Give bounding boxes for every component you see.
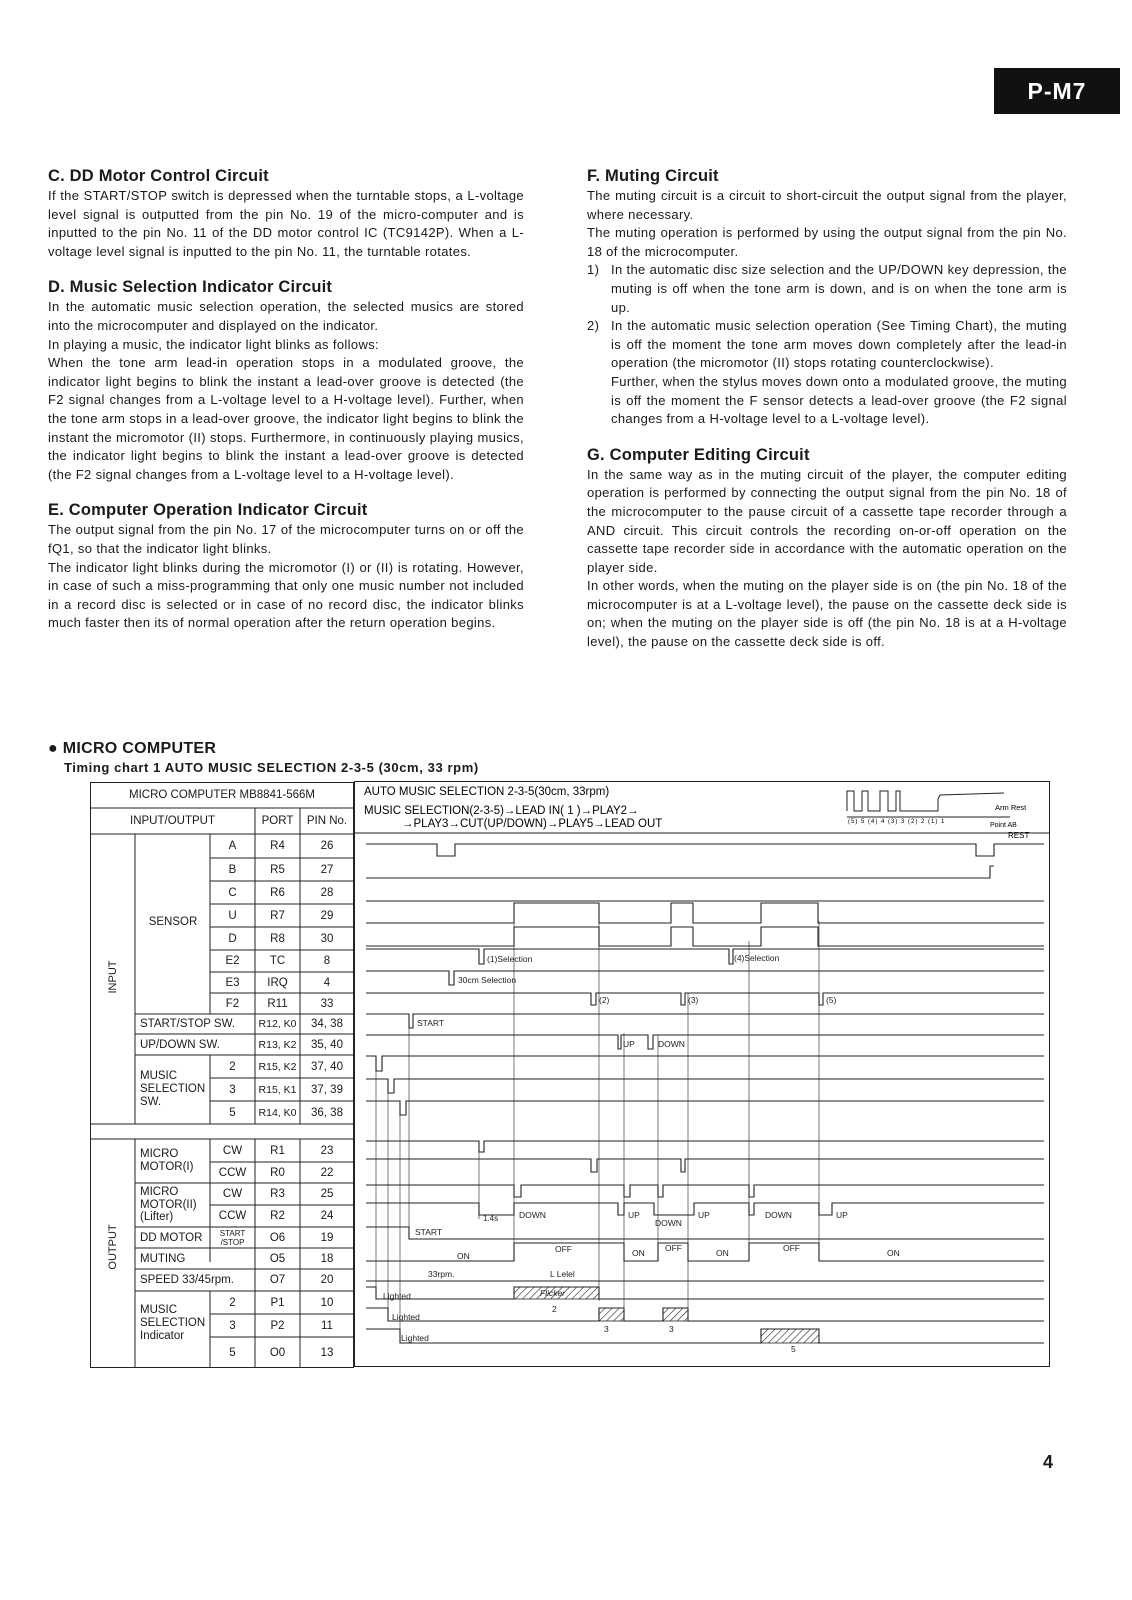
label-up-sw: UP (623, 1039, 635, 1049)
updown-port: R13, K2 (258, 1038, 297, 1051)
wave-mm1-cw (366, 1141, 1044, 1152)
muting-pin: 18 (320, 1252, 334, 1265)
label-lighted-2: Lighted (392, 1312, 420, 1322)
mm1_rows-pin: 22 (320, 1166, 334, 1179)
label-off-1: OFF (555, 1244, 572, 1254)
musicsel_rows-port: R15, K2 (258, 1060, 297, 1073)
sensor_rows-name: D (228, 932, 237, 945)
label-on-2: ON (632, 1248, 645, 1258)
wave-startstop (366, 1014, 1044, 1028)
arm-rest-label: Arm Rest (995, 803, 1027, 812)
muting-name: MUTING (140, 1252, 186, 1265)
sensor_rows-pin: 8 (323, 955, 331, 967)
section-f-item-2 (587, 317, 1067, 373)
mm2-label: MICRO MOTOR(II) (Lifter) (140, 1186, 197, 1224)
chart-border (355, 782, 1050, 1367)
mm2_rows-name: CCW (218, 1210, 247, 1222)
sensor_rows-name: C (228, 886, 237, 899)
sensor_rows-name: B (228, 863, 237, 876)
section-f-title: F. Muting Circuit (587, 167, 719, 185)
chart-header-1: AUTO MUSIC SELECTION 2-3-5(30cm, 33rpm) (364, 786, 610, 798)
section-g-title: G. Computer Editing Circuit (587, 445, 810, 464)
musicsel_rows-name: 5 (229, 1106, 236, 1119)
label-lighted-3: Lighted (401, 1333, 429, 1343)
timing-chart-subtitle: Timing chart 1 AUTO MUSIC SELECTION 2-3-5 (30cm, 33 rpm) (64, 760, 479, 775)
musicsel-label: MUSIC SELECTION SW. (140, 1069, 206, 1108)
section-d-title: D. Music Selection Indicator Circuit (48, 278, 333, 297)
sensor_rows-port: R4 (270, 840, 285, 852)
section-e (48, 500, 524, 633)
label-f2-5: (5) (826, 995, 837, 1005)
section-f-item-2-cont: Further, when the stylus moves down onto a modulated groove, the muting is off the moment the F sensor detects a lead-over groove (the F2 signal changes from a H-voltage level to a L-voltage level). (611, 373, 1067, 427)
pin-table (90, 782, 354, 1368)
wave-msel-3 (366, 1079, 1044, 1093)
item-number: 2) (587, 318, 600, 334)
sensor_rows-port: R11 (267, 997, 288, 1010)
header-port: PORT (261, 815, 294, 827)
label-down-sw: DOWN (658, 1039, 685, 1049)
mm2_rows-name: CW (222, 1188, 243, 1200)
label-down-1: DOWN (519, 1210, 546, 1220)
section-g-body-2: In other words, when the muting on the player side is on (the pin No. 18 of the microcomputer is at a L-voltage level), the pause on the cassette deck side is on; when the muting on the player side is off (the pin No. 18 is at a H-voltage level), the pause on the cassette deck side is off. (587, 578, 1067, 650)
sensor_rows-port: R6 (270, 886, 285, 899)
musicsel_rows-pin: 36, 38 (311, 1106, 343, 1119)
section-f-item-1 (587, 261, 1067, 317)
speed-name: SPEED 33/45rpm. (140, 1274, 234, 1286)
muting-port: O5 (269, 1252, 286, 1265)
wave-mm1-ccw (366, 1159, 1044, 1172)
label-flicker: Flicker (540, 1288, 566, 1298)
header-io: INPUT/OUTPUT (130, 815, 215, 827)
label-down-3: DOWN (765, 1210, 792, 1220)
wave-sensor-e2 (366, 949, 1044, 964)
section-f (587, 166, 1067, 429)
chart-header-3: →PLAY3→CUT(UP/DOWN)→PLAY5→LEAD OUT (402, 818, 663, 830)
ddmotor-name: DD MOTOR (140, 1231, 203, 1244)
section-d-body-1: In the automatic music selection operation, the selected musics are stored into the microcomputer and displayed on the indicator. (48, 299, 524, 333)
left-column (48, 166, 524, 649)
musicsel_rows-pin: 37, 39 (311, 1083, 343, 1096)
section-e-body-1: The output signal from the pin No. 17 of the microcomputer turns on or off the fQ1, so that the indicator light blinks. (48, 522, 524, 556)
label-sel1: (1)Selection (487, 954, 533, 964)
label-f2-3: (3) (688, 995, 699, 1005)
mm2_rows-pin: 24 (320, 1210, 334, 1222)
mm2_rows-port: R3 (270, 1188, 285, 1200)
section-g-body-1: In the same way as in the muting circuit of the player, the computer editing operation is performed by connecting the output signal from the pin No. 18 of the microcomputer to the pause circuit of a cassette tape recorder through a AND circuit. This circuit controls the recording on-or-off operation on the cassette tape recorder side in accordance with the automatic operation on the player side. (587, 466, 1067, 575)
sensor_rows-name: A (228, 840, 237, 852)
wave-mm2-cw (366, 1185, 1044, 1197)
startstop-pin: 34, 38 (311, 1018, 343, 1030)
sensor_rows-pin: 30 (320, 932, 334, 945)
mm2_rows-port: R2 (270, 1210, 285, 1222)
sensor_rows-pin: 28 (320, 886, 334, 899)
sensor_rows-port: R8 (270, 932, 285, 945)
label-up-3: UP (836, 1210, 848, 1220)
label-on-4: ON (887, 1248, 900, 1258)
mm1_rows-port: R1 (270, 1144, 285, 1157)
indicator-label: MUSIC SELECTION Indicator (140, 1303, 206, 1342)
label-n5: 5 (791, 1344, 796, 1354)
arm-rest-diagram (847, 791, 1010, 817)
ddmotor-port: O6 (269, 1231, 286, 1244)
startstop-name: START/STOP SW. (140, 1018, 236, 1030)
sensor_rows-name: E3 (225, 976, 240, 989)
label-sel30: 30cm Selection (458, 975, 517, 985)
indicator_rows-pin: 10 (320, 1296, 334, 1309)
indicator_rows-pin: 13 (320, 1346, 334, 1359)
indicator_rows-name: 3 (229, 1319, 236, 1332)
speed-port: O7 (269, 1274, 286, 1286)
label-n3-1: 3 (604, 1324, 609, 1334)
label-off-2: OFF (665, 1243, 682, 1253)
section-e-title: E. Computer Operation Indicator Circuit (48, 501, 368, 520)
speed-pin: 20 (320, 1274, 334, 1286)
label-llevel: L Lelel (550, 1269, 575, 1279)
musicsel_rows-name: 2 (229, 1060, 236, 1073)
hatch-ind3-1 (599, 1308, 624, 1321)
section-d (48, 277, 524, 484)
updown-name: UP/DOWN SW. (140, 1038, 220, 1051)
item-text: In the automatic music selection operation (See Timing Chart), the muting is off the moment the tone arm moves down completely after the lead-in operation (the micromotor (II) stops rotating counterclockwise). (611, 318, 1067, 371)
label-on-1: ON (457, 1251, 470, 1261)
wave-msel-2 (366, 1056, 1044, 1071)
label-sel4: (4)Selection (734, 953, 780, 963)
startstop-port: R12, K0 (258, 1018, 297, 1030)
musicsel_rows-pin: 37, 40 (311, 1060, 343, 1073)
section-d-body-2: In playing a music, the indicator light blinks as follows: (48, 336, 380, 352)
section-c-title: C. DD Motor Control Circuit (48, 167, 269, 185)
wave-sensor-a (366, 844, 1044, 856)
wave-sensor-f2 (366, 993, 1044, 1005)
ddmotor-sub: START /STOP (219, 1228, 246, 1247)
label-1-4s: 1.4s (483, 1214, 499, 1223)
wave-sensor-b (366, 866, 994, 878)
section-c (48, 166, 524, 261)
micro-computer-heading: ● MICRO COMPUTER (48, 740, 217, 757)
label-up-1: UP (628, 1210, 640, 1220)
indicator_rows-port: P2 (270, 1319, 285, 1332)
section-e-body-2: The indicator light blinks during the micromotor (I) or (II) is rotating. However, in case of such a miss-programming that only one music number not included in a record disc is selected or in case of no record disc, the indicator blinks much faster then its of normal operation after the return operation begins. (48, 559, 524, 631)
section-d-body-3: When the tone arm lead-in operation stops in a modulated groove, the indicator light begins to blink the instant a lead-over groove is detected (the F2 signal changes from a L-voltage level to a H-voltage level). Further, when the tone arm stops in a lead-over groove, the indicator light begins to blink the instant the micromotor (II) stops. Furthermore, in continuously playing musics, the indicator light begins to blink the instant a lead-over groove is detected (the F2 signal changes from a L-voltage level to a H-voltage level). (48, 355, 524, 482)
wave-sensor-d (366, 927, 1044, 946)
page-number: 4 (1043, 1452, 1054, 1472)
sensor_rows-name: E2 (225, 955, 240, 967)
item-text: In the automatic disc size selection and the UP/DOWN key depression, the muting is off when the tone arm is down, and is on when the tone arm is up. (611, 262, 1067, 315)
label-down-2: DOWN (655, 1218, 682, 1228)
mm1-label: MICRO MOTOR(I) (140, 1148, 194, 1173)
sensor_rows-name: U (228, 909, 237, 922)
indicator_rows-pin: 11 (321, 1319, 333, 1332)
sensor_rows-port: TC (269, 955, 286, 967)
updown-pin: 35, 40 (311, 1038, 343, 1051)
wave-ind-3 (366, 1308, 1044, 1321)
hatch-ind3-2 (663, 1308, 688, 1321)
section-f-body-2: The muting operation is performed by using the output signal from the pin No. 18 of the microcomputer. (587, 225, 1067, 259)
label-start-sw: START (417, 1018, 445, 1028)
label-33rpm: 33rpm. (428, 1269, 455, 1279)
indicator_rows-name: 5 (229, 1346, 236, 1359)
sensor_rows-pin: 33 (320, 997, 334, 1010)
micro-computer-title: MICRO COMPUTER (62, 740, 217, 757)
wave-ind-5 (366, 1329, 1044, 1343)
mm1_rows-name: CW (222, 1144, 243, 1157)
timing-chart (354, 781, 1054, 1369)
musicsel_rows-name: 3 (229, 1083, 236, 1096)
sensor_rows-port: R7 (270, 909, 285, 922)
wave-msel-5 (366, 1101, 1044, 1115)
musicsel_rows-port: R15, K1 (258, 1083, 297, 1096)
output-label: OUTPUT (107, 1224, 119, 1270)
input-label: INPUT (107, 960, 119, 994)
label-n3-2: 3 (669, 1324, 674, 1334)
right-column (587, 166, 1067, 668)
section-c-body: If the START/STOP switch is depressed when the turntable stops, a L-voltage level signal is outputted from the pin No. 19 of the micro-computer and is inputted to the pin No. 11 of the DD motor control IC (TC9142P). When a L-voltage level signal is inputted to the pin No. 11, the turntable rotates. (48, 188, 524, 259)
sensor_rows-pin: 29 (320, 909, 334, 922)
model-badge: P-M7 (994, 68, 1120, 114)
label-up-2: UP (698, 1210, 710, 1220)
mm1_rows-port: R0 (270, 1166, 285, 1179)
sensor-label: SENSOR (148, 916, 198, 928)
header-pin: PIN No. (306, 815, 348, 827)
indicator_rows-name: 2 (229, 1296, 236, 1309)
label-off-3: OFF (783, 1243, 800, 1253)
sensor_rows-pin: 4 (323, 976, 331, 989)
wave-ddmotor (366, 1227, 1044, 1239)
mm1_rows-pin: 23 (320, 1144, 334, 1157)
sensor_rows-pin: 26 (320, 840, 334, 852)
point-ab-label: Point AB (990, 822, 1017, 829)
label-n2: 2 (552, 1304, 557, 1314)
musicsel_rows-port: R14, K0 (258, 1106, 297, 1119)
mm2_rows-pin: 25 (320, 1188, 334, 1200)
indicator_rows-port: P1 (270, 1296, 285, 1309)
hatch-ind5 (761, 1329, 819, 1343)
label-f2-2: (2) (599, 995, 610, 1005)
chart-header-2: MUSIC SELECTION(2-3-5)→LEAD IN( 1 )→PLAY2→ (364, 805, 639, 817)
label-on-3: ON (716, 1248, 729, 1258)
item-number: 1) (587, 262, 600, 278)
wave-ind-2 (366, 1287, 1044, 1299)
waveforms (366, 844, 1044, 1343)
label-start-dd: START (415, 1227, 443, 1237)
sensor_rows-port: R5 (270, 863, 285, 876)
section-g (587, 445, 1067, 652)
chip-name: MICRO COMPUTER MB8841-566M (129, 789, 315, 801)
indicator_rows-port: O0 (269, 1346, 286, 1359)
rest-label: REST (1008, 831, 1030, 840)
sensor_rows-port: IRQ (267, 976, 288, 989)
wave-sensor-u (366, 903, 1044, 923)
wave-updown (366, 1035, 1044, 1049)
sensor_rows-name: F2 (225, 997, 240, 1010)
section-f-body-1: The muting circuit is a circuit to short-circuit the output signal from the player, where necessary. (587, 188, 1067, 222)
sensor_rows-pin: 27 (320, 863, 334, 876)
mm1_rows-name: CCW (218, 1166, 247, 1179)
label-lighted-1: Lighted (383, 1291, 411, 1301)
groove-numbers: (5) 5 (4) 4 (3) 3 (2) 2 (1) 1 (848, 819, 946, 825)
ddmotor-pin: 19 (320, 1231, 334, 1244)
